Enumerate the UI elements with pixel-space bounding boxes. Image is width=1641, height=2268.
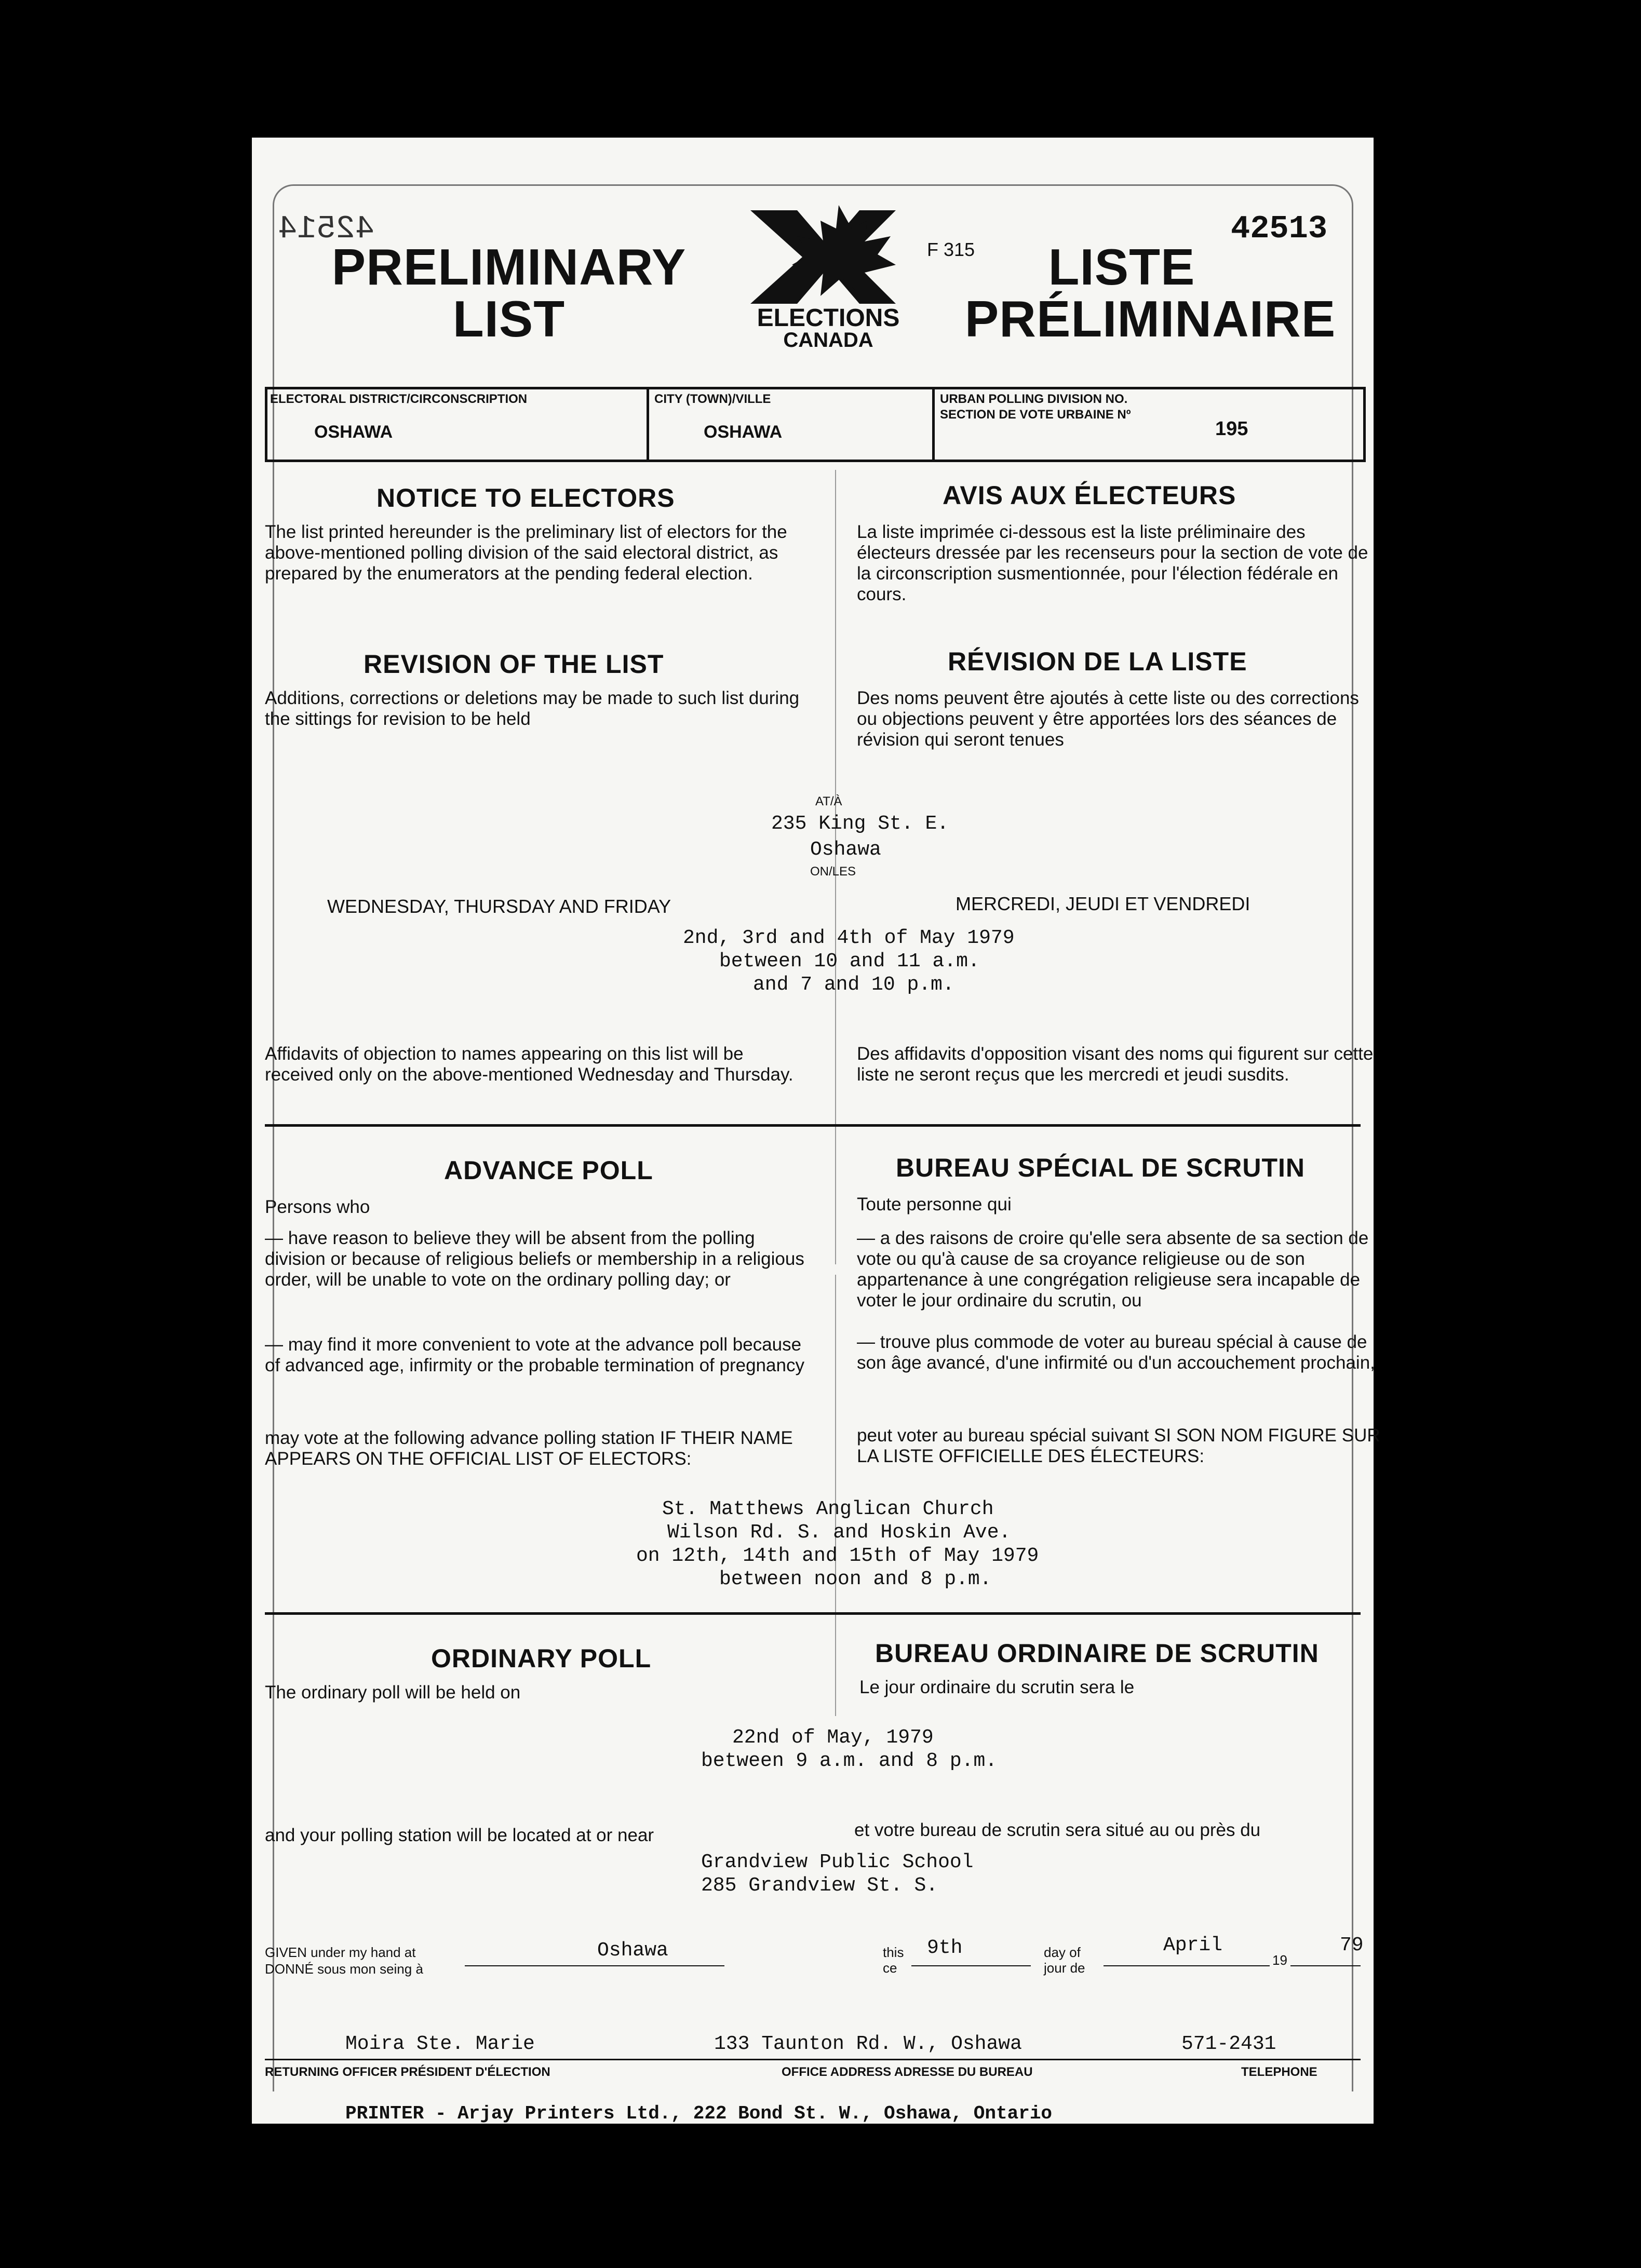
office-label: OFFICE ADDRESS ADRESSE DU BUREAU — [782, 2065, 1033, 2079]
notice-text-en: The list printed hereunder is the preliminary list of electors for the above-mentioned polling division of the said electoral district, as prepared by the enumerators at the pending federal election. — [265, 522, 787, 584]
this-label-en: this — [883, 1945, 904, 1960]
advance-place-2: Wilson Rd. S. and Hoskin Ave. — [667, 1521, 1011, 1544]
revision-location-1: 235 King St. E. — [771, 813, 949, 835]
district-value: OSHAWA — [314, 422, 393, 442]
logo-elections: ELECTIONS — [757, 304, 900, 332]
title-en-line2: LIST — [452, 290, 566, 347]
given-label-en: GIVEN under my hand at — [265, 1945, 416, 1960]
title-fr-line2: PRÉLIMINAIRE — [964, 290, 1336, 347]
form-sheet — [252, 138, 1380, 2124]
day-of-label-en: day of — [1044, 1945, 1081, 1960]
ordinary-date-1: 22nd of May, 1979 — [732, 1726, 934, 1749]
signature-day: 9th — [927, 1937, 963, 1959]
division-label-1: URBAN POLLING DIVISION NO. — [940, 392, 1128, 406]
advance-item1-fr: — a des raisons de croire qu'elle sera absente de sa section de vote ou qu'à cause de sa croyance religieuse ou de son appartenance à une congrégation religieuse sera incapable de voter le jour ordinaire du scrutin, ou — [857, 1228, 1369, 1311]
division-value: 195 — [1215, 418, 1248, 440]
form-number-left: 42514 — [278, 210, 375, 247]
telephone-label: TELEPHONE — [1241, 2065, 1317, 2079]
affidavit-text-en: Affidavits of objection to names appearing on this list will be received only on the above-mentioned Wednesday and Thursday. — [265, 1044, 793, 1085]
form-frame — [273, 184, 1353, 2091]
year-prefix: 19 — [1272, 1952, 1287, 1968]
revision-location-2: Oshawa — [810, 839, 881, 861]
revision-text-fr: Des noms peuvent être ajoutés à cette liste ou des corrections ou objections peuvent y être apportées lors des séances de révision qui seront tenues — [857, 688, 1359, 750]
district-label: ELECTORAL DISTRICT/CIRCONSCRIPTION — [270, 392, 528, 406]
advance-intro-en: Persons who — [265, 1197, 370, 1217]
advance-item1-en: — have reason to believe they will be absent from the polling division or because of religious beliefs or membership in a religious order, will be unable to vote on the ordinary polling day; or — [265, 1228, 804, 1290]
given-label-fr: DONNÉ sous mon seing à — [265, 1961, 423, 1977]
ordinary-date-2: between 9 a.m. and 8 p.m. — [701, 1750, 998, 1772]
ordinary-station-2: 285 Grandview St. S. — [701, 1874, 938, 1897]
revision-times-2: and 7 and 10 p.m. — [753, 974, 954, 996]
elections-canada-logo — [740, 200, 917, 350]
revision-days-en: WEDNESDAY, THURSDAY AND FRIDAY — [327, 896, 671, 917]
advance-item2-en: — may find it more convenient to vote at the advance poll because of advanced age, infirmity or the probable termination of pregnancy — [265, 1334, 804, 1375]
officer-label: RETURNING OFFICER PRÉSIDENT D'ÉLECTION — [265, 2065, 550, 2079]
revision-on-label: ON/LES — [810, 865, 856, 879]
revision-heading-en: REVISION OF THE LIST — [364, 650, 664, 679]
notice-heading-en: NOTICE TO ELECTORS — [376, 483, 675, 512]
title-fr-line1: LISTE — [1048, 238, 1195, 295]
given-place: Oshawa — [597, 1939, 668, 1962]
advance-outro-en: may vote at the following advance polling station IF THEIR NAME APPEARS ON THE OFFICIAL LIST OF ELECTORS: — [265, 1428, 793, 1469]
signature-year: 79 — [1340, 1934, 1364, 1956]
revision-times-1: between 10 and 11 a.m. — [719, 950, 980, 973]
column-divider-middle — [835, 1275, 836, 1716]
office-address: 133 Taunton Rd. W., Oshawa — [714, 2033, 1022, 2055]
ordinary-text-en: The ordinary poll will be held on — [265, 1682, 521, 1703]
revision-days-fr: MERCREDI, JEUDI ET VENDREDI — [956, 893, 1250, 914]
divider-advance — [265, 1124, 1361, 1127]
day-of-label-fr: jour de — [1044, 1960, 1085, 1976]
advance-place-1: St. Matthews Anglican Church — [662, 1498, 994, 1520]
maple-leaf-x-icon — [740, 200, 917, 304]
office-telephone: 571-2431 — [1181, 2033, 1276, 2055]
notice-heading-fr: AVIS AUX ÉLECTEURS — [943, 481, 1236, 510]
affidavit-text-fr: Des affidavits d'opposition visant des noms qui figurent sur cette liste ne seront reçus que les mercredi et jeudi susdits. — [857, 1044, 1374, 1085]
ordinary-heading-fr: BUREAU ORDINAIRE DE SCRUTIN — [875, 1639, 1319, 1668]
logo-canada: CANADA — [783, 329, 873, 352]
division-label-2: SECTION DE VOTE URBAINE Nº — [940, 408, 1131, 422]
revision-heading-fr: RÉVISION DE LA LISTE — [948, 647, 1247, 676]
notice-text-fr: La liste imprimée ci-dessous est la liste préliminaire des électeurs dressée par les recenseurs pour la section de vote de la circonscription susmentionnée, pour l'élection fédérale en cours. — [857, 522, 1368, 604]
advance-heading-fr: BUREAU SPÉCIAL DE SCRUTIN — [896, 1153, 1306, 1182]
ordinary-heading-en: ORDINARY POLL — [431, 1644, 652, 1673]
revision-at-label: AT/À — [815, 794, 842, 808]
city-label: CITY (TOWN)/VILLE — [654, 392, 771, 406]
ordinary-text-fr: Le jour ordinaire du scrutin sera le — [859, 1677, 1135, 1697]
this-label-fr: ce — [883, 1960, 897, 1976]
city-value: OSHAWA — [704, 422, 783, 442]
advance-place-4: between noon and 8 p.m. — [719, 1568, 992, 1590]
form-number-right: 42513 — [1231, 210, 1328, 247]
ordinary-station-1: Grandview Public School — [701, 1851, 974, 1873]
advance-intro-fr: Toute personne qui — [857, 1194, 1012, 1214]
signature-rule — [265, 2059, 1361, 2060]
advance-place-3: on 12th, 14th and 15th of May 1979 — [636, 1545, 1039, 1567]
printer-line: PRINTER - Arjay Printers Ltd., 222 Bond St. W., Oshawa, Ontario — [345, 2103, 1053, 2124]
ordinary-station-en: and your polling station will be located at or near — [265, 1825, 654, 1845]
signature-month: April — [1163, 1934, 1223, 1956]
divider-ordinary — [265, 1612, 1361, 1615]
officer-name: Moira Ste. Marie — [345, 2033, 535, 2055]
advance-outro-fr: peut voter au bureau spécial suivant SI SON NOM FIGURE SUR LA LISTE OFFICIELLE DES ÉLECTEURS: — [857, 1425, 1380, 1466]
form-code: F 315 — [927, 239, 975, 260]
advance-heading-en: ADVANCE POLL — [444, 1156, 653, 1185]
ordinary-station-fr: et votre bureau de scrutin sera situé au ou près du — [854, 1820, 1261, 1840]
revision-dates: 2nd, 3rd and 4th of May 1979 — [683, 927, 1015, 949]
revision-text-en: Additions, corrections or deletions may be made to such list during the sittings for revision to be held — [265, 688, 800, 729]
title-en-line1: PRELIMINARY — [331, 238, 687, 295]
advance-item2-fr: — trouve plus commode de voter au bureau spécial à cause de son âge avancé, d'une infirmité ou d'un accouchement prochain, — [857, 1332, 1375, 1373]
